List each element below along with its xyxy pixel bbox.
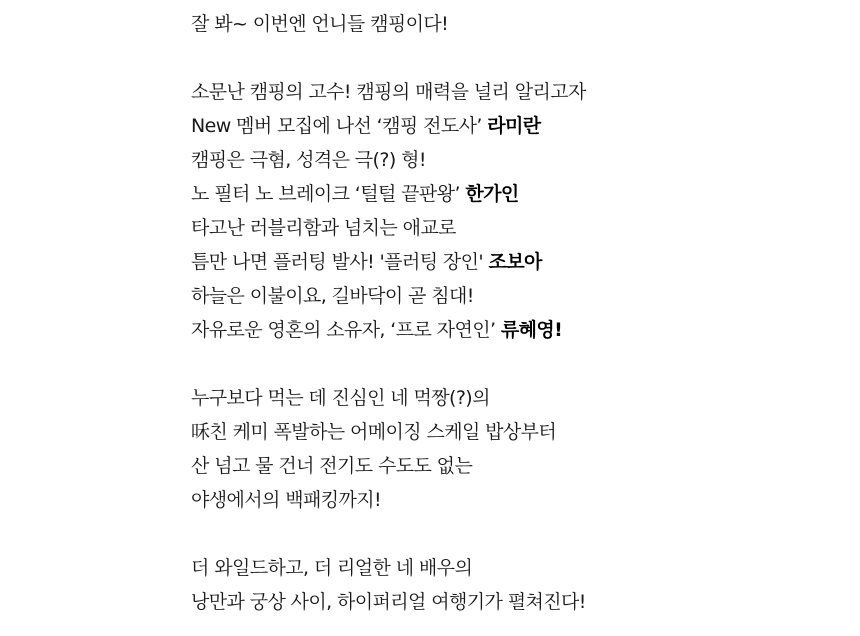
text-line: 咊친 케미 폭발하는 어메이징 스케일 밥상부터: [191, 421, 557, 443]
text-line: 낭만과 궁상 사이, 하이퍼리얼 여행기가 펼쳐진다!: [191, 591, 586, 613]
paragraph-spacer: [191, 517, 831, 551]
text-line: 캠핑은 극혐, 성격은 극(?) 형!: [191, 149, 426, 171]
text-line: 야생에서의 백패킹까지!: [191, 489, 381, 511]
text-line: 소문난 캠핑의 고수! 캠핑의 매력을 널리 알리고자: [191, 81, 586, 103]
cast-name-ra-mi-ran: 라미란: [487, 115, 541, 137]
text-segment: New 멤버 모집에 나선 ‘캠핑 전도사’: [191, 115, 488, 137]
text-line: 하늘은 이불이요, 길바닥이 곧 침대!: [191, 285, 474, 307]
text-line: [191, 177, 831, 211]
text-line: [191, 313, 831, 347]
paragraph-spacer: [191, 41, 831, 75]
text-line: [191, 109, 831, 143]
text-line: [191, 245, 831, 279]
text-segment: 노 필터 노 브레이크 ‘털털 끝판왕’: [191, 183, 466, 205]
intro-line: 잘 봐~ 이번엔 언니들 캠핑이다!: [191, 13, 449, 35]
cast-name-jo-bo-a: 조보아: [488, 251, 542, 273]
text-line: 더 와일드하고, 더 리얼한 네 배우의: [191, 557, 473, 579]
cast-name-ryu-hye-young: 류혜영!: [500, 319, 563, 341]
article-body: [191, 7, 831, 619]
text-segment: 자유로운 영혼의 소유자, ‘프로 자연인’: [191, 319, 501, 341]
text-segment: 틈만 나면 플러팅 발사! '플러팅 장인': [191, 251, 489, 273]
text-line: 타고난 러블리함과 넘치는 애교로: [191, 217, 456, 239]
paragraph-spacer: [191, 347, 831, 381]
cast-name-han-ga-in: 한가인: [465, 183, 519, 205]
text-line: 누구보다 먹는 데 진심인 네 먹짱(?)의: [191, 387, 490, 409]
text-line: 산 넘고 물 건너 전기도 수도도 없는: [191, 455, 473, 477]
